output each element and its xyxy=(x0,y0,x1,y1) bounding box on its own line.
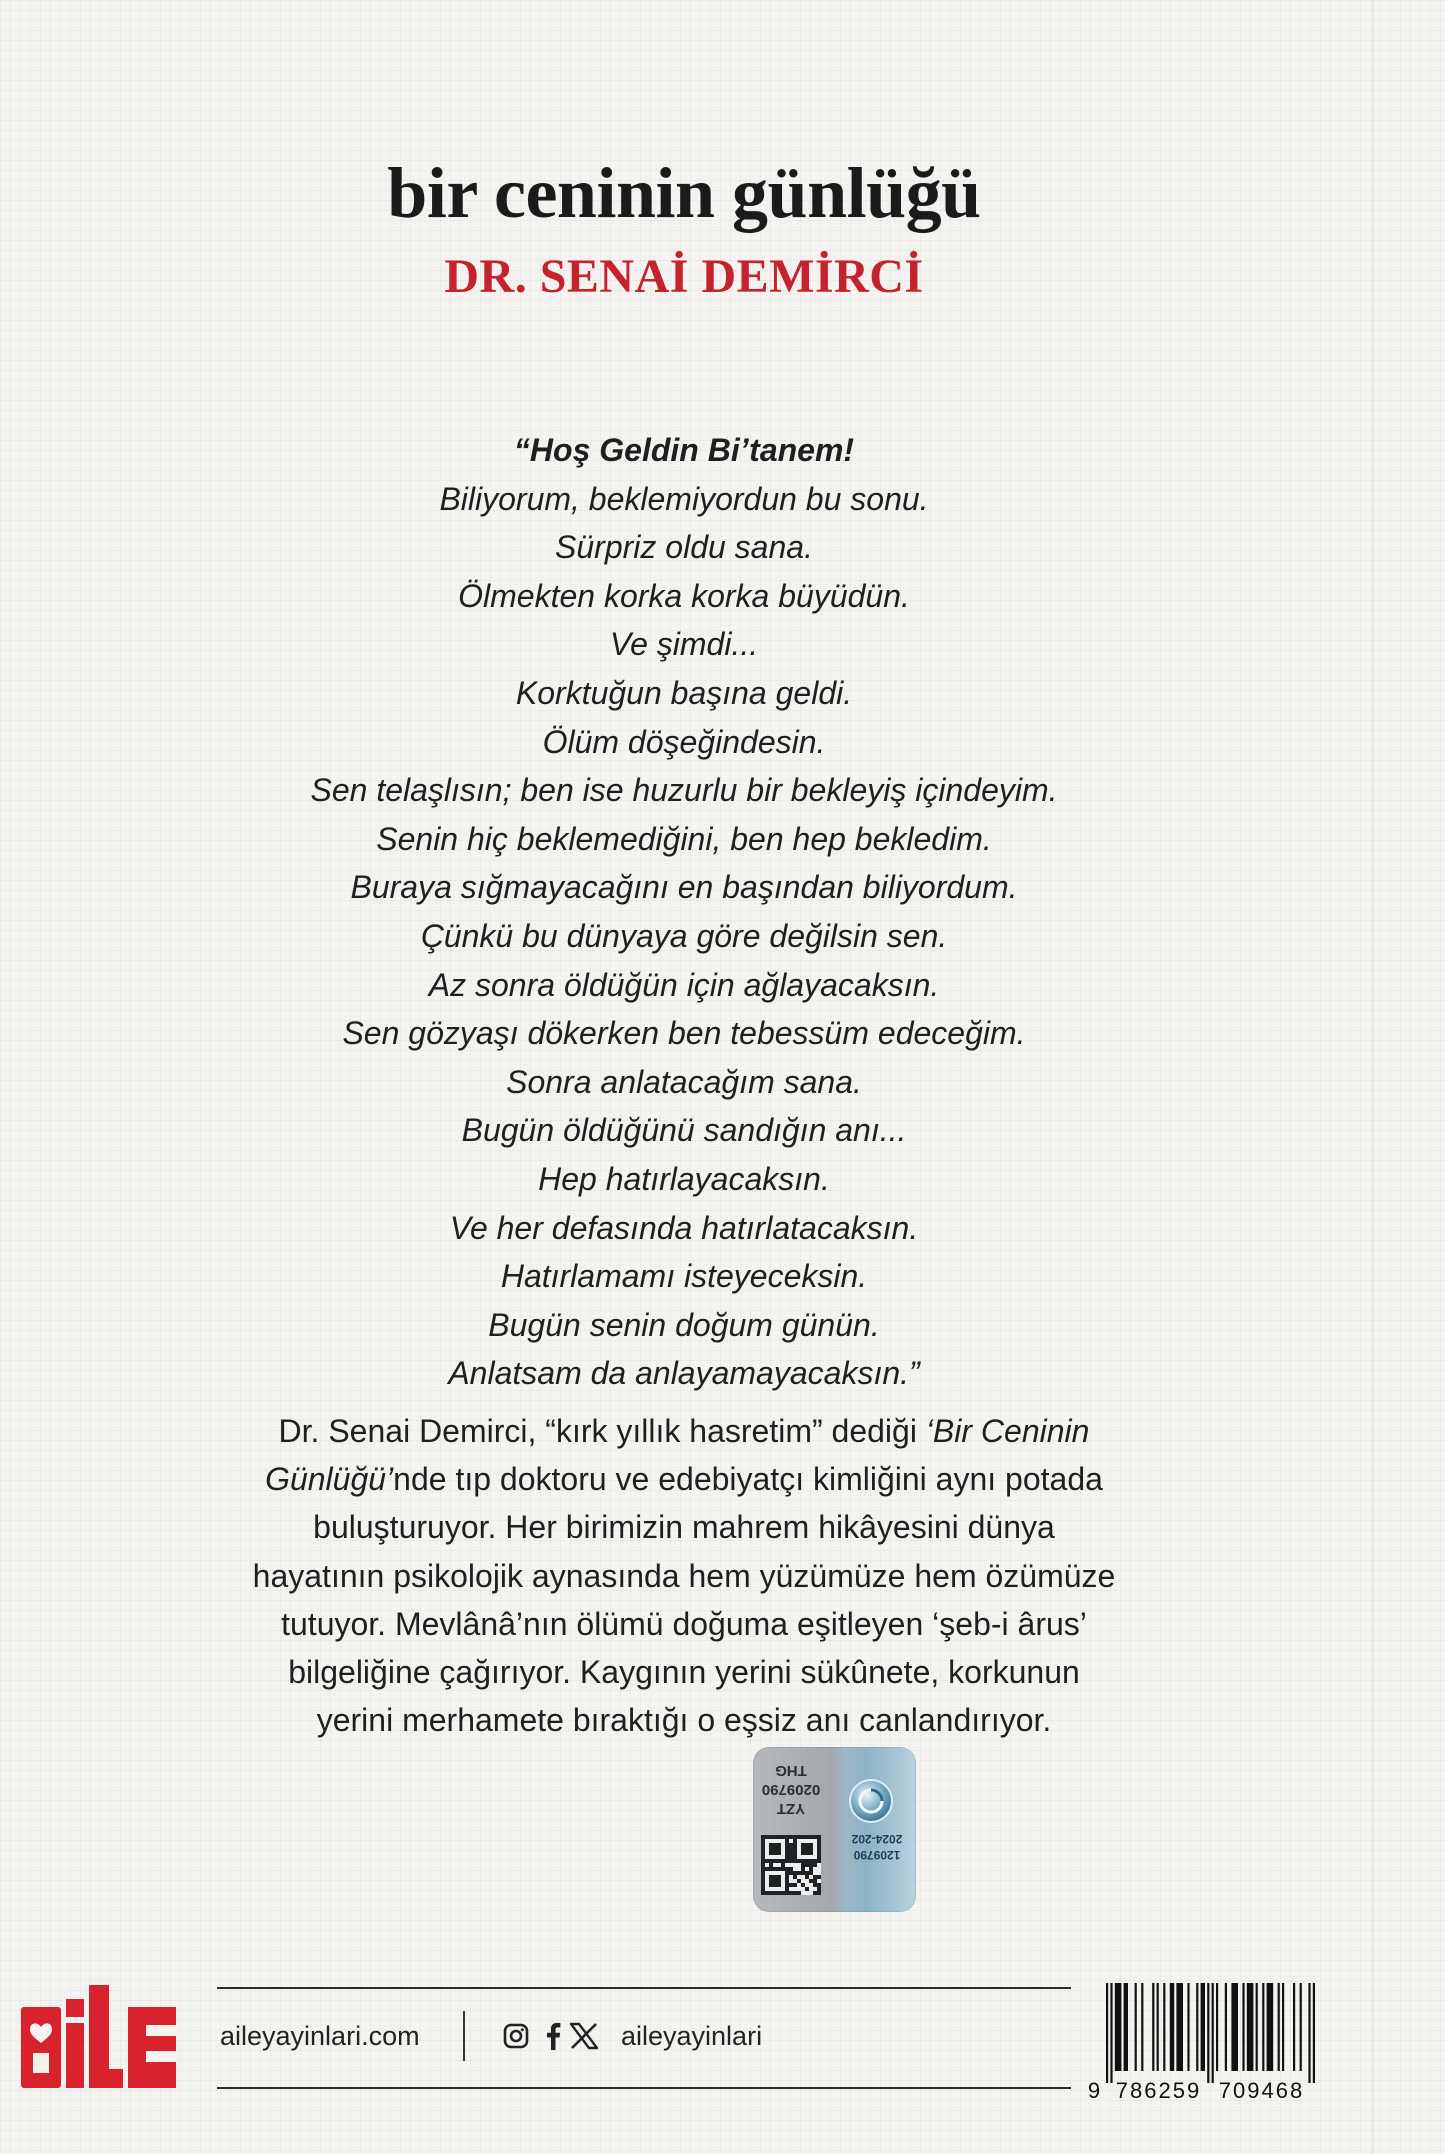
qr-module xyxy=(813,1883,817,1887)
qr-module xyxy=(785,1835,789,1839)
qr-module xyxy=(793,1847,797,1851)
qr-module xyxy=(809,1835,813,1839)
qr-module xyxy=(793,1859,797,1863)
qr-module xyxy=(797,1879,801,1883)
qr-module xyxy=(789,1835,793,1839)
poem-line: Biliyorum, beklemiyordun bu sonu. xyxy=(439,480,929,517)
qr-module xyxy=(769,1835,773,1839)
qr-module xyxy=(789,1855,793,1859)
qr-module xyxy=(793,1871,797,1875)
qr-module xyxy=(813,1879,817,1883)
qr-module xyxy=(789,1871,793,1875)
qr-module xyxy=(777,1867,781,1871)
qr-module xyxy=(761,1867,765,1871)
barcode-bar xyxy=(1141,1983,1143,2071)
qr-module xyxy=(765,1891,769,1895)
qr-module xyxy=(789,1883,793,1887)
qr-module xyxy=(785,1855,789,1859)
author-name: DR. SENAİ DEMİRCİ xyxy=(444,250,924,303)
barcode-bar xyxy=(1152,1983,1154,2071)
qr-module xyxy=(805,1875,809,1879)
blurb-line xyxy=(184,1503,1184,1551)
poem-line: Az sonra öldüğün için ağlayacaksın. xyxy=(428,966,940,1003)
qr-module xyxy=(813,1835,817,1839)
poem-line: Buraya sığmayacağını en başından biliyordum. xyxy=(350,869,1018,906)
barcode-bar xyxy=(1115,1983,1122,2071)
blurb-text: buluşturuyor. Her birimizin mahrem hikâyesini dünya xyxy=(313,1509,1055,1546)
qr-module xyxy=(777,1851,781,1855)
qr-module xyxy=(801,1847,805,1851)
qr-module xyxy=(797,1871,801,1875)
barcode-bar xyxy=(1207,1983,1209,2083)
qr-module xyxy=(773,1879,777,1883)
barcode-bar xyxy=(1201,1983,1205,2071)
barcode-bar xyxy=(1242,1983,1244,2071)
qr-module xyxy=(805,1835,809,1839)
qr-module xyxy=(777,1875,781,1879)
qr-module xyxy=(773,1859,777,1863)
qr-module xyxy=(781,1835,785,1839)
qr-module xyxy=(817,1855,821,1859)
blurb-text: nde tıp doktoru ve edebiyatçı kimliğini aynı potada xyxy=(393,1461,1103,1498)
qr-module xyxy=(761,1879,765,1883)
qr-module xyxy=(801,1843,805,1847)
poem-line: Sen telaşlısın; ben ise huzurlu bir bekleyiş içindeyim. xyxy=(310,772,1058,809)
qr-module xyxy=(777,1847,781,1851)
barcode-bar xyxy=(1247,1983,1254,2071)
qr-module xyxy=(809,1843,813,1847)
qr-module xyxy=(777,1859,781,1863)
qr-module xyxy=(805,1887,809,1891)
qr-module xyxy=(817,1883,821,1887)
qr-module xyxy=(769,1883,773,1887)
qr-module xyxy=(813,1875,817,1879)
qr-module xyxy=(805,1851,809,1855)
sticker-right-text xyxy=(841,1831,913,1863)
blurb-line xyxy=(184,1407,1184,1455)
hologram-sticker xyxy=(753,1747,916,1912)
qr-module xyxy=(773,1891,777,1895)
barcode-bar xyxy=(1225,1983,1227,2071)
poem-line: “Hoş Geldin Bi’tanem! xyxy=(513,432,855,468)
qr-module xyxy=(817,1843,821,1847)
qr-module xyxy=(789,1847,793,1851)
qr-module xyxy=(793,1839,797,1843)
barcode-bar xyxy=(1231,1983,1238,2071)
barcode-bar xyxy=(1124,1983,1128,2071)
qr-module xyxy=(769,1847,773,1851)
qr-module xyxy=(809,1867,813,1871)
qr-module xyxy=(817,1891,821,1895)
qr-module xyxy=(813,1859,817,1863)
barcode-bar xyxy=(1163,1983,1165,2071)
qr-module xyxy=(801,1871,805,1875)
barcode-bar xyxy=(1313,1983,1315,2083)
isbn-barcode xyxy=(1106,1983,1315,2083)
qr-module xyxy=(785,1851,789,1855)
qr-module xyxy=(773,1847,777,1851)
qr-module xyxy=(769,1879,773,1883)
qr-module xyxy=(761,1847,765,1851)
qr-module xyxy=(805,1859,809,1863)
barcode-bar xyxy=(1293,1983,1295,2071)
qr-module xyxy=(793,1835,797,1839)
qr-module xyxy=(797,1891,801,1895)
barcode-bar xyxy=(1282,1983,1284,2071)
sticker-code-block xyxy=(759,1761,823,1818)
blurb-text: tutuyor. Mevlânâ’nın ölümü doğuma eşitleyen ‘şeb-i ârus’ xyxy=(281,1605,1087,1642)
poem-line: Hatırlamamı isteyeceksin. xyxy=(500,1258,868,1295)
qr-module xyxy=(781,1863,785,1867)
barcode-bar xyxy=(1212,1983,1214,2083)
qr-module xyxy=(773,1835,777,1839)
poem xyxy=(184,426,1184,1398)
barcode-bar xyxy=(1157,1983,1159,2071)
qr-module xyxy=(801,1851,805,1855)
barcode-bar xyxy=(1256,1983,1258,2071)
qr-module xyxy=(761,1891,765,1895)
barcode-bar xyxy=(1187,1983,1189,2071)
qr-module xyxy=(785,1843,789,1847)
qr-module xyxy=(785,1883,789,1887)
qr-module xyxy=(761,1883,765,1887)
qr-module xyxy=(777,1843,781,1847)
qr-module xyxy=(805,1871,809,1875)
qr-module xyxy=(809,1847,813,1851)
qr-module xyxy=(773,1883,777,1887)
qr-module xyxy=(769,1875,773,1879)
qr-module xyxy=(789,1867,793,1871)
book-title: bir ceninin günlüğü xyxy=(387,153,981,233)
qr-module xyxy=(785,1859,789,1863)
blurb-paragraph xyxy=(184,1407,1184,1744)
qr-module xyxy=(793,1843,797,1847)
publisher-website: aileyayinlari.com xyxy=(220,2021,420,2051)
barcode-lead-digit: 9 xyxy=(1087,2078,1101,2103)
poem-line: Bugün öldüğünü sandığın anı... xyxy=(461,1112,907,1149)
qr-module xyxy=(781,1891,785,1895)
barcode-bar xyxy=(1262,1983,1264,2071)
qr-module xyxy=(773,1851,777,1855)
qr-module xyxy=(769,1867,773,1871)
qr-module xyxy=(801,1867,805,1871)
qr-module xyxy=(773,1875,777,1879)
qr-module xyxy=(769,1863,773,1867)
x-icon xyxy=(569,2022,599,2050)
qr-module xyxy=(781,1859,785,1863)
qr-module xyxy=(777,1879,781,1883)
barcode-bar xyxy=(1308,1983,1310,2083)
instagram-icon xyxy=(503,2023,529,2049)
qr-module xyxy=(817,1859,821,1863)
qr-module xyxy=(773,1843,777,1847)
qr-module xyxy=(817,1851,821,1855)
footer-rule-bottom xyxy=(217,2087,1071,2089)
qr-module xyxy=(801,1883,805,1887)
barcode-bar xyxy=(1106,1983,1108,2083)
qr-module xyxy=(781,1867,785,1871)
poem-line: Senin hiç beklemediğini, ben hep bekledim. xyxy=(376,820,992,857)
qr-module xyxy=(761,1855,765,1859)
poem-line: Bugün senin doğum günün. xyxy=(488,1306,880,1343)
qr-module xyxy=(777,1883,781,1887)
poem-line: Anlatsam da anlayamayacaksın.” xyxy=(448,1355,920,1392)
qr-module xyxy=(773,1867,777,1871)
poem-line: Korktuğun başına geldi. xyxy=(515,674,853,711)
qr-module xyxy=(769,1851,773,1855)
sticker-serial-2: 1209790 xyxy=(853,1848,901,1862)
poem-line: Ölmekten korka korka büyüdün. xyxy=(458,577,910,614)
blurb-line xyxy=(184,1696,1184,1744)
qr-module xyxy=(809,1851,813,1855)
barcode-bar xyxy=(1176,1983,1183,2071)
barcode-right-digits: 709468 xyxy=(1218,2078,1305,2103)
qr-module xyxy=(793,1851,797,1855)
poem-line: Sürpriz oldu sana. xyxy=(555,529,813,566)
barcode-bar xyxy=(1135,1983,1137,2071)
blurb-text: bilgeliğine çağırıyor. Kaygının yerini sükûnete, korkunun xyxy=(288,1653,1080,1690)
footer-rule-top xyxy=(217,1987,1071,1989)
qr-module xyxy=(813,1863,817,1867)
qr-module xyxy=(765,1835,769,1839)
qr-module xyxy=(777,1891,781,1895)
barcode-left-digits: 786259 xyxy=(1115,2078,1202,2103)
qr-module xyxy=(817,1875,821,1879)
qr-module xyxy=(785,1839,789,1843)
qr-module xyxy=(809,1863,813,1867)
poem-line: Çünkü bu dünyaya göre değilsin sen. xyxy=(420,917,948,954)
spine-fold xyxy=(1372,0,1374,2154)
qr-module xyxy=(785,1879,789,1883)
qr-module xyxy=(785,1891,789,1895)
sticker-serial: 0209790 xyxy=(761,1781,821,1798)
qr-module xyxy=(797,1835,801,1839)
blurb-book-title-italic: Günlüğü’ xyxy=(265,1461,394,1498)
qr-module xyxy=(785,1875,789,1879)
sticker-year: 2024-202 xyxy=(851,1832,903,1846)
qr-module xyxy=(761,1871,765,1875)
qr-module xyxy=(789,1843,793,1847)
qr-module xyxy=(761,1887,765,1891)
qr-module xyxy=(817,1847,821,1851)
blurb-text: yerini merhamete bıraktığı o eşsiz anı canlandırıyor. xyxy=(316,1702,1052,1739)
qr-module xyxy=(785,1867,789,1871)
poem-line: Sonra anlatacağım sana. xyxy=(506,1063,862,1100)
sticker-code-top: THG xyxy=(775,1762,807,1779)
blurb-text: hayatının psikolojik aynasında hem yüzümüze hem özümüze xyxy=(252,1557,1116,1594)
qr-module xyxy=(761,1875,765,1879)
qr-module xyxy=(809,1859,813,1863)
barcode-bar xyxy=(1170,1983,1174,2071)
qr-module xyxy=(793,1883,797,1887)
qr-module xyxy=(761,1863,765,1867)
qr-module xyxy=(801,1859,805,1863)
sticker-code-bottom: YZT xyxy=(776,1800,806,1817)
qr-module xyxy=(801,1863,805,1867)
blurb-line xyxy=(184,1648,1184,1696)
qr-module xyxy=(793,1855,797,1859)
qr-module xyxy=(809,1879,813,1883)
qr-module xyxy=(769,1859,773,1863)
poem-line: Sen gözyaşı dökerken ben tebessüm edeceğim. xyxy=(342,1015,1026,1052)
qr-module xyxy=(817,1835,821,1839)
facebook-icon xyxy=(545,2022,561,2050)
qr-module xyxy=(813,1891,817,1895)
qr-module xyxy=(761,1835,765,1839)
poem-line: Ölüm döşeğindesin. xyxy=(542,723,826,760)
barcode-bar xyxy=(1278,1983,1280,2071)
qr-module xyxy=(797,1859,801,1863)
qr-module xyxy=(761,1839,765,1843)
barcode-bar xyxy=(1267,1983,1274,2071)
qr-module xyxy=(789,1851,793,1855)
qr-module xyxy=(793,1875,797,1879)
poem-line: Hep hatırlayacaksın. xyxy=(538,1160,830,1197)
qr-code xyxy=(761,1835,821,1895)
qr-module xyxy=(761,1859,765,1863)
qr-module xyxy=(785,1871,789,1875)
qr-module xyxy=(817,1887,821,1891)
poem-line: Ve şimdi... xyxy=(609,626,759,663)
blurb-line xyxy=(184,1552,1184,1600)
barcode-bar xyxy=(1300,1983,1302,2071)
qr-module xyxy=(805,1863,809,1867)
blurb-line xyxy=(184,1600,1184,1648)
social-handle: aileyayinlari xyxy=(621,2021,763,2051)
qr-module xyxy=(785,1847,789,1851)
qr-module xyxy=(801,1835,805,1839)
footer-divider xyxy=(463,2011,465,2061)
hologram-emblem-icon xyxy=(847,1777,895,1825)
poem-line: Ve her defasında hatırlatacaksın. xyxy=(449,1209,919,1246)
qr-module xyxy=(793,1891,797,1895)
qr-module xyxy=(769,1891,773,1895)
qr-module xyxy=(765,1859,769,1863)
qr-module xyxy=(761,1851,765,1855)
blurb-book-title-italic: ‘Bir Ceninin xyxy=(925,1413,1090,1449)
qr-module xyxy=(817,1839,821,1843)
qr-module xyxy=(805,1847,809,1851)
qr-module xyxy=(761,1843,765,1847)
barcode-bar xyxy=(1216,1983,1218,2071)
barcode-bar xyxy=(1110,1983,1112,2083)
qr-module xyxy=(777,1835,781,1839)
qr-module xyxy=(789,1859,793,1863)
blurb-text: Dr. Senai Demirci, “kırk yıllık hasretim” dediği xyxy=(278,1413,926,1449)
qr-module xyxy=(789,1891,793,1895)
qr-module xyxy=(765,1867,769,1871)
qr-module xyxy=(769,1843,773,1847)
barcode-bar xyxy=(1196,1983,1198,2071)
blurb-line xyxy=(184,1455,1184,1503)
publisher-logo xyxy=(21,1985,176,2088)
qr-module xyxy=(805,1843,809,1847)
qr-module xyxy=(809,1871,813,1875)
qr-module xyxy=(785,1887,789,1891)
